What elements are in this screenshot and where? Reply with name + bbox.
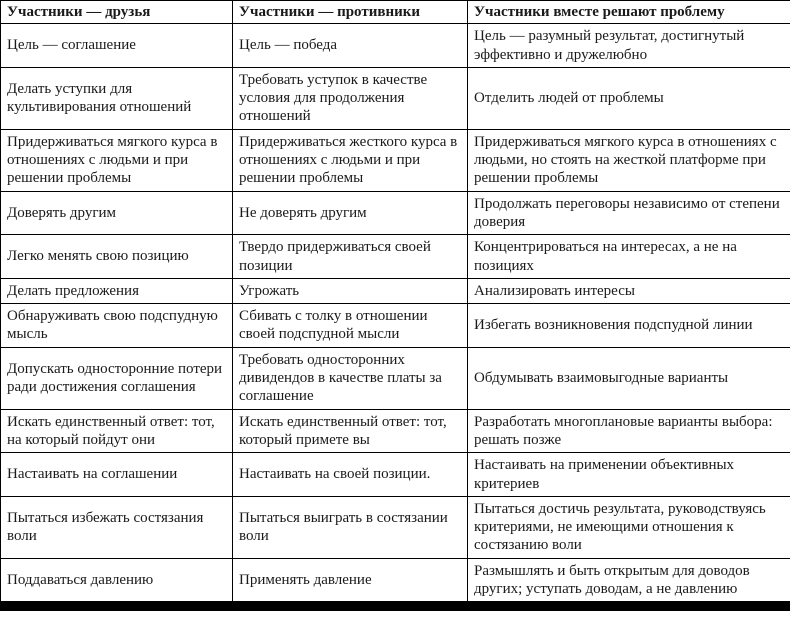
table-row bbox=[1, 129, 790, 191]
table-cell: Разработать многоплановые варианты выбора: решать позже bbox=[468, 409, 790, 453]
table-row bbox=[1, 278, 790, 303]
table-cell: Придерживаться жесткого курса в отношениях с людьми и при решении проблемы bbox=[233, 129, 468, 191]
table-cell: Концентрироваться на интересах, а не на позициях bbox=[468, 235, 790, 279]
table-cell: Делать уступки для культивирования отношений bbox=[1, 67, 233, 129]
table-cell: Настаивать на соглашении bbox=[1, 453, 233, 497]
column-header-adversaries: Участники — противники bbox=[233, 1, 468, 24]
table-cell: Угрожать bbox=[233, 278, 468, 303]
table-cell: Применять давление bbox=[233, 558, 468, 602]
table-cell: Доверять другим bbox=[1, 191, 233, 235]
table-row bbox=[1, 496, 790, 558]
table-cell: Цель — соглашение bbox=[1, 24, 233, 68]
table-row bbox=[1, 453, 790, 497]
table-cell: Придерживаться мягкого курса в отношениях с людьми и при решении проблемы bbox=[1, 129, 233, 191]
table-cell: Придерживаться мягкого курса в отношениях с людьми, но стоять на жесткой платформе при решении проблемы bbox=[468, 129, 790, 191]
table-cell: Обдумывать взаимовыгодные варианты bbox=[468, 347, 790, 409]
table-cell: Пытаться избежать состязания воли bbox=[1, 496, 233, 558]
table-cell: Не доверять другим bbox=[233, 191, 468, 235]
table-cell: Делать предложения bbox=[1, 278, 233, 303]
table-row bbox=[1, 409, 790, 453]
table-row bbox=[1, 67, 790, 129]
table-cell: Обнаруживать свою подспудную мысль bbox=[1, 304, 233, 348]
table-cell: Анализировать интересы bbox=[468, 278, 790, 303]
table-cell: Искать единственный ответ: тот, который примете вы bbox=[233, 409, 468, 453]
table-cell: Цель — победа bbox=[233, 24, 468, 68]
table-row bbox=[1, 558, 790, 602]
table-cell: Сбивать с толку в отношении своей подспудной мысли bbox=[233, 304, 468, 348]
table-cell: Цель — разумный результат, достигнутый эффективно и дружелюбно bbox=[468, 24, 790, 68]
table-header-row bbox=[1, 1, 790, 24]
table-cell: Искать единственный ответ: тот, на который пойдут они bbox=[1, 409, 233, 453]
table-cell: Пытаться выиграть в состязании воли bbox=[233, 496, 468, 558]
table-row bbox=[1, 304, 790, 348]
table-cell: Настаивать на своей позиции. bbox=[233, 453, 468, 497]
table-cell: Продолжать переговоры независимо от степени доверия bbox=[468, 191, 790, 235]
column-header-friends: Участники — друзья bbox=[1, 1, 233, 24]
table-cell: Пытаться достичь результата, руководствуясь критериями, не имеющими отношения к состязанию воли bbox=[468, 496, 790, 558]
table-cell: Настаивать на применении объективных критериев bbox=[468, 453, 790, 497]
table-cell: Допускать односторонние потери ради достижения соглашения bbox=[1, 347, 233, 409]
table-cell: Поддаваться давлению bbox=[1, 558, 233, 602]
table-cell: Требовать односторонних дивидендов в качестве платы за соглашение bbox=[233, 347, 468, 409]
bottom-black-bar bbox=[0, 602, 790, 611]
table-cell: Легко менять свою позицию bbox=[1, 235, 233, 279]
table-cell: Требовать уступок в качестве условия для продолжения отношений bbox=[233, 67, 468, 129]
table-row bbox=[1, 347, 790, 409]
table-cell: Размышлять и быть открытым для доводов других; уступать доводам, а не давлению bbox=[468, 558, 790, 602]
table-cell: Твердо придерживаться своей позиции bbox=[233, 235, 468, 279]
table-row bbox=[1, 235, 790, 279]
table-row bbox=[1, 191, 790, 235]
column-header-problem-solvers: Участники вместе решают проблему bbox=[468, 1, 790, 24]
table-cell: Избегать возникновения подспудной линии bbox=[468, 304, 790, 348]
table-row bbox=[1, 24, 790, 68]
table-cell: Отделить людей от проблемы bbox=[468, 67, 790, 129]
